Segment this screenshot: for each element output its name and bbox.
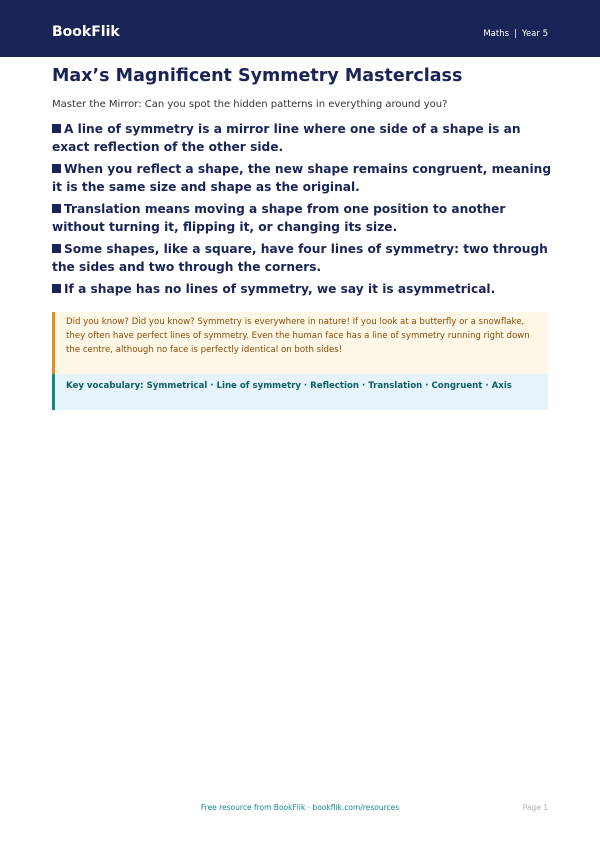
bullet-square-icon	[52, 204, 61, 213]
header-meta	[483, 28, 548, 40]
page-title: Max’s Magnificent Symmetry Masterclass	[52, 66, 463, 86]
brand-logo[interactable]: BookFlik	[52, 24, 120, 40]
key-point-item	[52, 281, 552, 299]
key-point-item	[52, 161, 552, 196]
page-subtitle: Master the Mirror: Can you spot the hidden patterns in everything around you?	[52, 99, 448, 110]
bullet-square-icon	[52, 244, 61, 253]
key-point-item	[52, 121, 552, 156]
page-number: Page 1	[522, 803, 548, 812]
key-point-text: When you reflect a shape, the new shape remains congruent, meaning it is the same size and shape as the original.	[52, 162, 552, 194]
info-callout	[52, 312, 548, 410]
top-header-bar	[0, 0, 600, 57]
bullet-square-icon	[52, 164, 61, 173]
meta-separator: |	[514, 29, 517, 39]
key-point-item	[52, 201, 552, 236]
subject-label: Maths	[483, 29, 510, 39]
key-point-text: Translation means moving a shape from one position to another without turning it, flipping it, or changing its size.	[52, 202, 506, 234]
key-points-list	[52, 121, 552, 304]
key-point-text: A line of symmetry is a mirror line where one side of a shape is an exact reflection of the other side.	[52, 122, 521, 154]
key-point-text: Some shapes, like a square, have four lines of symmetry: two through the sides and two through the corners.	[52, 242, 548, 274]
key-point-item	[52, 241, 552, 276]
page-footer	[0, 802, 600, 816]
bullet-square-icon	[52, 284, 61, 293]
bullet-square-icon	[52, 124, 61, 133]
key-point-text: If a shape has no lines of symmetry, we say it is asymmetrical.	[64, 282, 496, 296]
did-you-know-box: Did you know? Did you know? Symmetry is everywhere in nature! If you look at a butterfly or a snowflake, they often have perfect lines of symmetry. Even the human face has a line of symmetry running right down the centre, although no face is perfectly identical on both sides!	[52, 312, 548, 374]
year-label: Year 5	[521, 29, 548, 39]
footer-resource-link[interactable]: Free resource from BookFlik · bookflik.com/resources	[200, 803, 400, 812]
key-vocabulary-box: Key vocabulary: Symmetrical · Line of symmetry · Reflection · Translation · Congruent · Axis	[52, 374, 548, 410]
